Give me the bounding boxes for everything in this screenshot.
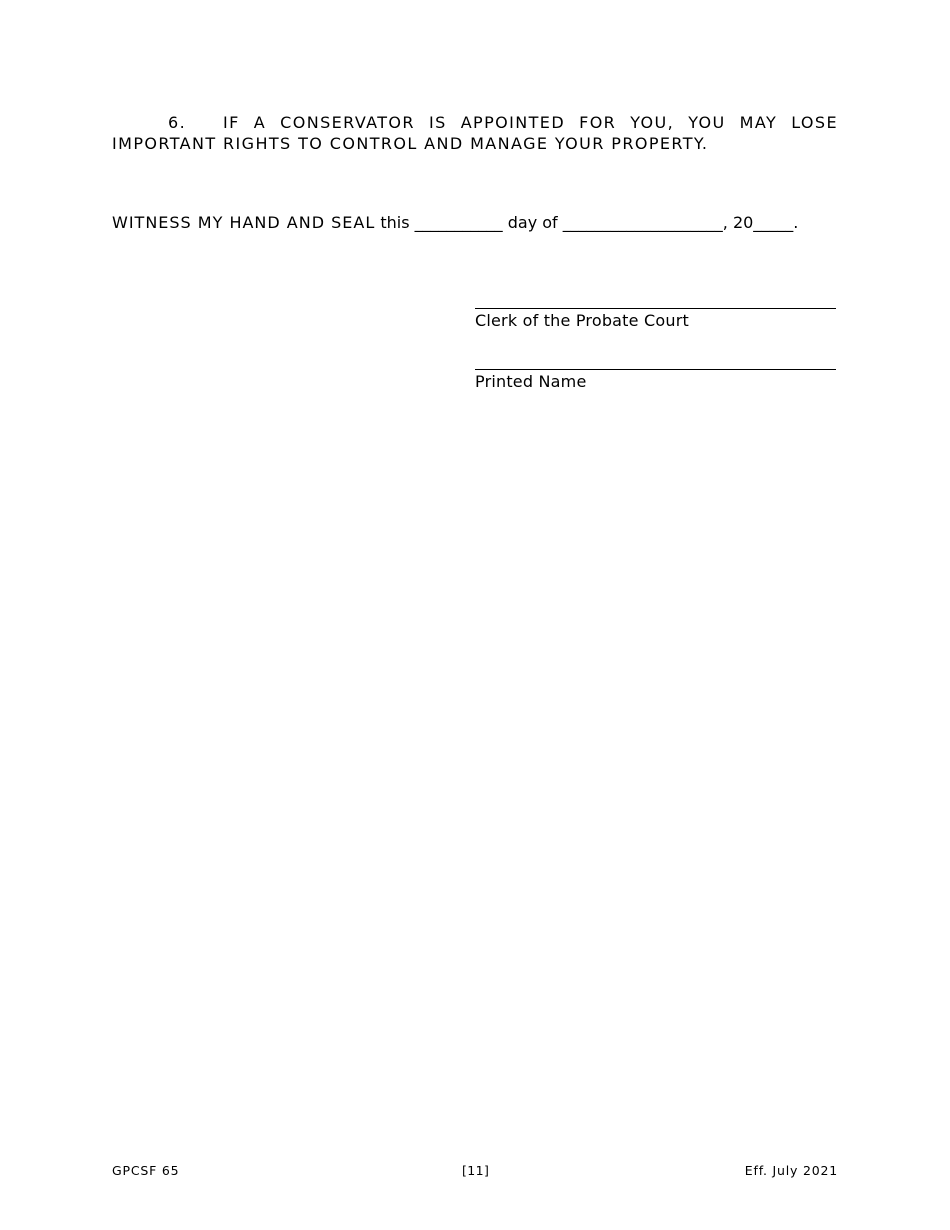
footer-page-number: [11] [462,1163,490,1178]
printed-name-line[interactable] [475,357,836,370]
paragraph-number: 6. [168,113,187,132]
clerk-signature-line[interactable] [475,296,836,309]
clerk-signature-block [475,296,838,331]
printed-name-block [475,357,838,392]
day-blank[interactable]: ___________ [414,213,503,232]
witness-lead: WITNESS MY HAND AND SEAL [112,213,376,232]
year-prefix: , 20 [722,213,754,232]
witness-day-of: day of [507,213,558,232]
clerk-signature-label: Clerk of the Probate Court [475,311,689,330]
footer-effective-date: Eff. July 2021 [744,1163,838,1178]
witness-this: this [380,213,410,232]
witness-line [112,212,838,234]
month-blank[interactable]: ____________________ [562,213,723,232]
paragraph-6 [112,112,838,154]
paragraph-6-text: IF A CONSERVATOR IS APPOINTED FOR YOU, YOU MAY LOSE IMPORTANT RIGHTS TO CONTROL AND MANAGE YOUR PROPERTY. [112,113,838,153]
footer-form-id: GPCSF 65 [112,1163,180,1178]
witness-end: . [793,213,799,232]
printed-name-label: Printed Name [475,372,587,391]
year-blank[interactable]: _____ [753,213,794,232]
